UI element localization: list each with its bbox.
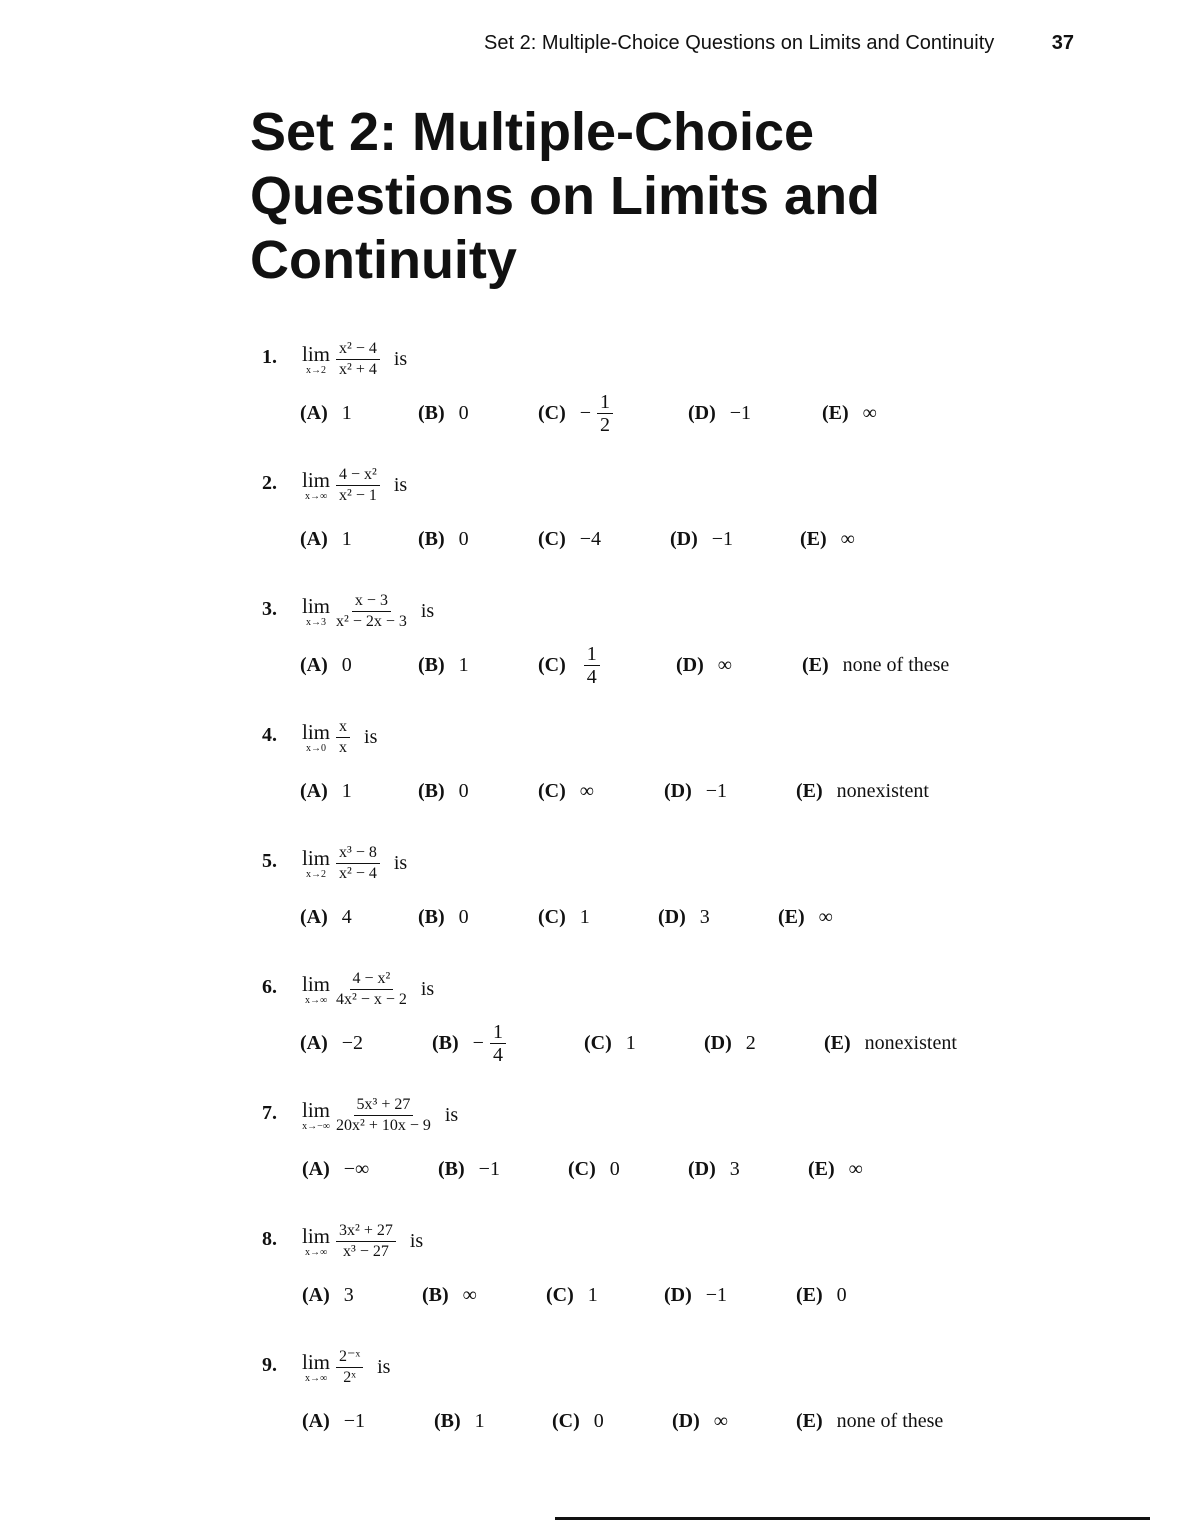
question-number: 5. [262,850,277,872]
choice-value: ∞ [848,1157,863,1180]
question [262,1086,1062,1212]
answer-choice[interactable] [670,514,733,564]
fraction-denominator: 4x² − x − 2 [336,990,407,1008]
choice-label: (E) [796,1409,823,1432]
choice-label: (A) [302,1283,330,1306]
choice-label: (A) [300,1031,328,1054]
choice-value: −1 [478,1157,500,1180]
lim-word: lim [302,341,331,366]
limit-operator [302,973,330,1006]
choice-label: (A) [300,401,328,424]
choice-value: 1 [458,653,469,676]
answer-choices [262,766,1062,816]
answer-choice[interactable] [676,640,732,690]
lim-subscript: x→2 [306,868,326,880]
lim-word: lim [302,845,331,870]
choice-label: (D) [704,1031,732,1054]
choice-label: (D) [676,653,704,676]
lim-subscript: x→∞ [304,994,328,1006]
choice-value: 1 [579,905,590,928]
fraction-denominator: x³ − 27 [343,1242,389,1260]
answer-choice[interactable] [658,892,710,942]
choice-label: (C) [568,1157,596,1180]
choice-value: 0 [609,1157,620,1180]
choice-value: −1 [343,1409,366,1432]
question-number: 3. [262,598,277,620]
choice-label: (A) [300,527,328,550]
choice-fraction [490,1021,506,1066]
choice-label: (B) [418,401,445,424]
question-stem [262,582,1062,640]
choice-value: 1 [587,1283,598,1306]
answer-choices [262,640,1062,690]
lim-word: lim [302,1349,331,1374]
question [262,708,1062,834]
fraction-numerator: 5x³ + 27 [354,1096,414,1116]
limit-fraction [336,592,407,631]
answer-choice[interactable] [538,514,601,564]
limit-expression [302,1086,458,1144]
answer-choice[interactable] [300,1018,363,1068]
choice-label: (C) [538,401,566,424]
choice-value: ∞ [862,401,877,424]
choice-value: 0 [341,653,352,676]
choice-value: 0 [458,905,469,928]
limit-fraction [336,466,380,505]
choice-numerator: 1 [584,643,600,666]
limit-expression [302,330,407,388]
limit-expression [302,582,434,640]
answer-choices [262,892,1062,942]
question-number: 1. [262,346,277,368]
is-word: is [393,473,408,496]
answer-choice[interactable] [300,388,352,438]
answer-choice[interactable] [418,640,469,690]
fraction-numerator: x − 3 [352,592,391,612]
lim-word: lim [302,971,331,996]
lim-subscript: x→2 [306,364,326,376]
limit-fraction [336,1222,396,1261]
choice-label: (E) [808,1157,835,1180]
answer-choice[interactable] [688,1144,740,1194]
lim-subscript: x→∞ [304,1246,328,1258]
choice-value: nonexistent [864,1031,957,1054]
choice-value: 3 [343,1283,354,1306]
question-stem [262,330,1062,388]
choice-value: 0 [836,1283,847,1306]
choice-value: −1 [705,1283,728,1306]
question [262,582,1062,708]
answer-choice[interactable] [796,1396,943,1446]
choice-label: (D) [688,401,716,424]
answer-choice[interactable] [302,1270,354,1320]
choice-label: (E) [778,905,805,928]
answer-choice[interactable] [800,514,855,564]
choice-value: ∞ [717,653,733,676]
is-word: is [420,599,435,622]
lim-subscript: x→∞ [304,1372,328,1384]
choice-label: (B) [422,1283,449,1306]
answer-choice[interactable] [704,1018,756,1068]
fraction-denominator: x² − 4 [339,864,377,882]
limit-fraction [336,1348,363,1387]
answer-choice[interactable] [796,1270,847,1320]
limit-expression [302,708,377,766]
answer-choices [262,514,1062,564]
answer-choice[interactable] [418,388,469,438]
answer-choices [262,1396,1062,1446]
limit-fraction [336,970,407,1009]
choice-value: 1 [474,1409,485,1432]
lim-subscript: x→3 [306,616,326,628]
choice-value: −1 [729,401,752,424]
choice-value: ∞ [840,527,855,550]
question-stem [262,456,1062,514]
choice-label: (E) [824,1031,851,1054]
answer-choice[interactable] [796,766,929,816]
fraction-numerator: 4 − x² [350,970,394,990]
choice-value: −1 [711,527,734,550]
is-word: is [420,977,435,1000]
choice-label: (D) [664,779,692,802]
choice-label: (E) [796,779,823,802]
fraction-numerator: x³ − 8 [336,844,380,864]
answer-choice[interactable] [552,1396,604,1446]
choice-denominator: 4 [492,1043,503,1066]
choice-numerator: 1 [490,1021,506,1044]
fraction-numerator: x [336,718,350,738]
choice-value: 0 [593,1409,604,1432]
question [262,960,1062,1086]
answer-choice[interactable] [302,1396,365,1446]
question-number: 7. [262,1102,277,1124]
is-word: is [393,347,408,370]
question-stem [262,1086,1062,1144]
choice-value: 1 [341,401,352,424]
limit-expression [302,834,407,892]
lim-word: lim [302,1097,331,1122]
choice-sign: − [472,1031,484,1054]
answer-choices [262,388,1062,438]
answer-choice[interactable] [672,1396,728,1446]
choice-label: (D) [664,1283,692,1306]
limit-operator [302,847,330,880]
answer-choice[interactable] [538,388,613,438]
choice-label: (A) [300,653,328,676]
question-stem [262,960,1062,1018]
choice-label: (D) [688,1157,716,1180]
question [262,1212,1062,1338]
lim-word: lim [302,467,331,492]
choice-value: nonexistent [836,779,929,802]
choice-label: (B) [438,1157,465,1180]
limit-fraction [336,718,350,757]
choice-label: (E) [796,1283,823,1306]
choice-label: (B) [434,1409,461,1432]
question-stem [262,1212,1062,1270]
fraction-numerator: 2⁻ˣ [336,1348,363,1368]
fraction-numerator: x² − 4 [336,340,380,360]
running-title: Set 2: Multiple-Choice Questions on Limits and Continuity [484,32,995,54]
answer-choice[interactable] [434,1396,485,1446]
choice-fraction [597,391,613,436]
answer-choice[interactable] [808,1144,863,1194]
answer-choice[interactable] [432,1018,506,1068]
choice-value: −2 [341,1031,364,1054]
limit-fraction [336,1096,431,1135]
choice-value: ∞ [579,779,595,802]
choice-denominator: 2 [600,413,611,436]
question [262,456,1062,582]
choice-label: (B) [418,779,445,802]
choice-label: (A) [300,779,328,802]
answer-choice[interactable] [546,1270,598,1320]
fraction-denominator: 2ˣ [343,1368,356,1386]
answer-choice[interactable] [538,766,594,816]
limit-operator [302,721,330,754]
limit-operator [302,469,330,502]
fraction-denominator: x² + 4 [339,360,377,378]
lim-subscript: x→0 [306,742,326,754]
question-number: 6. [262,976,277,998]
limit-expression [302,960,434,1018]
answer-choice[interactable] [438,1144,500,1194]
choice-label: (A) [300,905,328,928]
choice-value: 1 [341,779,352,802]
footer-rule [555,1517,1150,1520]
choice-value: 4 [341,905,352,928]
limit-operator [302,1351,330,1384]
answer-choice[interactable] [300,892,352,942]
choice-label: (E) [822,401,849,424]
answer-choice[interactable] [418,766,469,816]
answer-choices [262,1270,1062,1320]
choice-denominator: 4 [586,665,597,688]
answer-choice[interactable] [300,514,352,564]
question-number: 8. [262,1228,277,1250]
choice-label: (C) [552,1409,580,1432]
answer-choices [262,1144,1062,1194]
choice-label: (B) [418,905,445,928]
limit-operator [302,343,330,376]
answer-choice[interactable] [824,1018,957,1068]
question-list [262,330,1062,1464]
section-title: Set 2: Multiple-Choice Questions on Limits and Continuity [250,102,881,290]
lim-word: lim [302,593,331,618]
choice-value: none of these [836,1409,944,1432]
choice-value: −4 [579,527,602,550]
answer-choice[interactable] [584,1018,636,1068]
lim-subscript: x→−∞ [302,1120,330,1132]
choice-label: (C) [538,527,566,550]
limit-expression [302,456,407,514]
answer-choice[interactable] [538,640,600,690]
choice-value: 3 [699,905,710,928]
answer-choice[interactable] [302,1144,369,1194]
choice-value: 3 [729,1157,740,1180]
limit-operator [302,1225,330,1258]
choice-label: (C) [538,905,566,928]
choice-label: (B) [418,527,445,550]
is-word: is [409,1229,424,1252]
page-number: 37 [1051,32,1074,54]
fraction-denominator: x [339,738,348,756]
lim-subscript: x→∞ [304,490,328,502]
choice-label: (E) [802,653,829,676]
answer-choices [262,1018,1062,1068]
limit-operator [302,1099,330,1132]
answer-choice[interactable] [778,892,833,942]
answer-choice[interactable] [664,766,727,816]
limit-expression [302,1212,423,1270]
answer-choice[interactable] [664,1270,727,1320]
answer-choice[interactable] [802,640,949,690]
answer-choice[interactable] [822,388,877,438]
choice-label: (B) [432,1031,459,1054]
limit-fraction [336,340,380,379]
answer-choice[interactable] [300,766,352,816]
answer-choice[interactable] [300,640,352,690]
choice-label: (C) [546,1283,574,1306]
choice-label: (D) [672,1409,700,1432]
choice-value: −∞ [343,1157,370,1180]
question-stem [262,708,1062,766]
question [262,1338,1062,1464]
is-word: is [377,1355,391,1378]
is-word: is [444,1103,459,1126]
choice-fraction [584,643,600,688]
answer-choice[interactable] [418,514,469,564]
choice-value: 0 [458,527,469,550]
choice-label: (A) [302,1409,330,1432]
choice-value: ∞ [818,905,833,928]
answer-choice[interactable] [538,892,590,942]
is-word: is [364,725,378,748]
choice-value: 2 [745,1031,756,1054]
fraction-numerator: 4 − x² [336,466,380,486]
limit-expression [302,1338,390,1396]
choice-value: 0 [458,779,469,802]
choice-numerator: 1 [597,391,613,414]
limit-fraction [336,844,380,883]
choice-value: 1 [625,1031,636,1054]
lim-word: lim [302,719,331,744]
choice-value: −1 [705,779,728,802]
answer-choice[interactable] [688,388,751,438]
choice-label: (A) [302,1157,330,1180]
question [262,834,1062,960]
choice-value: none of these [842,653,950,676]
answer-choice[interactable] [422,1270,477,1320]
question-number: 4. [262,724,277,746]
question-number: 9. [262,1354,277,1376]
choice-label: (E) [800,527,827,550]
answer-choice[interactable] [418,892,469,942]
choice-label: (D) [658,905,686,928]
choice-label: (B) [418,653,445,676]
question [262,330,1062,456]
answer-choice[interactable] [568,1144,620,1194]
choice-label: (C) [538,653,566,676]
choice-sign: − [579,401,592,424]
choice-value: ∞ [462,1283,477,1306]
is-word: is [393,851,408,874]
choice-value: ∞ [713,1409,729,1432]
lim-word: lim [302,1223,331,1248]
fraction-numerator: 3x² + 27 [336,1222,396,1242]
choice-value: 0 [458,401,469,424]
choice-value: 1 [341,527,352,550]
question-stem [262,834,1062,892]
choice-label: (C) [584,1031,612,1054]
fraction-denominator: x² − 1 [339,486,377,504]
choice-label: (C) [538,779,566,802]
fraction-denominator: 20x² + 10x − 9 [336,1116,431,1134]
question-number: 2. [262,472,277,494]
choice-label: (D) [670,527,698,550]
limit-operator [302,595,330,628]
fraction-denominator: x² − 2x − 3 [336,612,407,630]
question-stem [262,1338,1062,1396]
